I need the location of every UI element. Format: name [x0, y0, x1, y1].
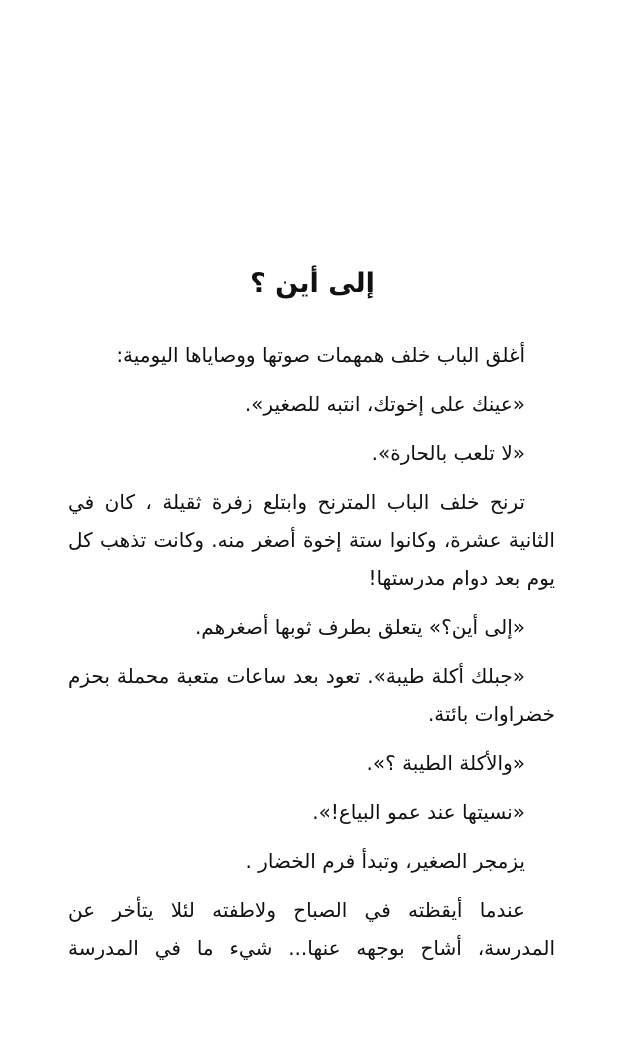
paragraph-quote-4: «جبلك أكلة طيبة». تعود بعد ساعات متعبة محملة بحزم خضراوات بائتة.: [68, 664, 555, 726]
paragraph-quote-2: «لا تلعب بالحارة».: [371, 441, 525, 465]
paragraph-quote-5: «والأكلة الطيبة ؟».: [366, 751, 525, 775]
paragraph-quote-3: «إلى أين؟» يتعلق بطرف ثوبها أصغرهم.: [194, 615, 525, 639]
paragraph-narration-3: عندما أيقظته في الصباح ولاطفته لئلا يتأخر عن المدرسة، أشاح بوجهه عنها... شيء ما في المدرسة: [68, 898, 555, 960]
paragraph-intro: أغلق الباب خلف همهمات صوتها ووصاياها اليومية:: [116, 343, 525, 367]
paragraph-narration-1: ترنح خلف الباب المترنح وابتلع زفرة ثقيلة ، كان في الثانية عشرة، وكانوا ستة إخوة أصغر منه. وكانت تذهب كل يوم بعد دوام مدرستها!: [68, 490, 555, 590]
paragraph-quote-1: «عينك على إخوتك، انتبه للصغير».: [244, 392, 525, 416]
paragraph-narration-2: يزمجر الصغير، وتبدأ فرم الخضار .: [245, 849, 525, 873]
chapter-title: إلى أين ؟: [250, 268, 375, 299]
paragraph-quote-6: «نسيتها عند عمو البياع!».: [312, 800, 525, 824]
body-text: [68, 336, 555, 978]
